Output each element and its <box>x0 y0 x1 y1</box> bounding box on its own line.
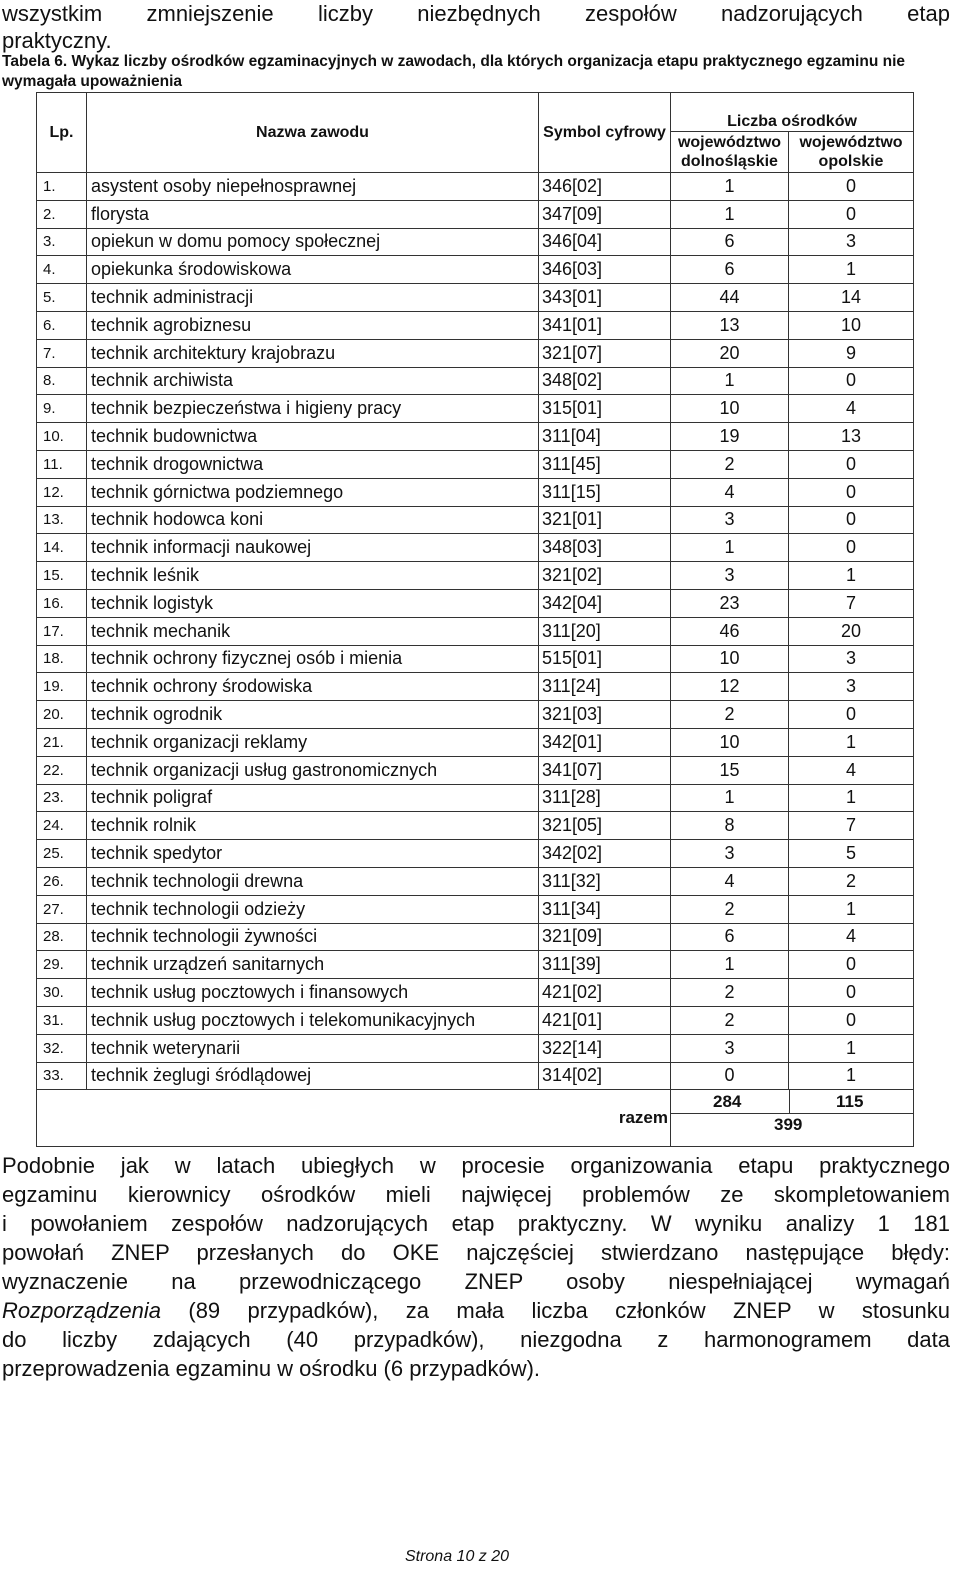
row-lp: 8. <box>37 367 87 395</box>
row-dolnoslaskie: 1 <box>671 200 789 228</box>
row-name: technik ochrony fizycznej osób i mienia <box>87 645 539 673</box>
row-name: technik spedytor <box>87 840 539 868</box>
row-dolnoslaskie: 1 <box>671 367 789 395</box>
table-row <box>37 951 914 979</box>
row-dolnoslaskie: 6 <box>671 923 789 951</box>
row-dolnoslaskie: 6 <box>671 256 789 284</box>
row-lp: 20. <box>37 701 87 729</box>
row-name: technik górnictwa podziemnego <box>87 478 539 506</box>
row-dolnoslaskie: 20 <box>671 339 789 367</box>
row-name: technik żeglugi śródlądowej <box>87 1062 539 1090</box>
row-symbol: 342[01] <box>539 728 671 756</box>
total-sum: 399 <box>774 1115 803 1135</box>
row-lp: 2. <box>37 200 87 228</box>
paragraph-line <box>2 1296 950 1325</box>
table-body <box>37 173 914 1090</box>
table-caption: Tabela 6. Wykaz liczby ośrodków egzaminacyjnych w zawodach, dla których organizacja etapu praktycznego egzaminu nie wymagała upoważnienia <box>2 53 905 90</box>
row-dolnoslaskie: 2 <box>671 701 789 729</box>
row-symbol: 343[01] <box>539 284 671 312</box>
row-name: technik ochrony środowiska <box>87 673 539 701</box>
row-symbol: 321[07] <box>539 339 671 367</box>
table-row <box>37 728 914 756</box>
row-lp: 22. <box>37 756 87 784</box>
paragraph-line: Podobnie jak w latach ubiegłych w procesie organizowania etapu praktycznego <box>2 1153 950 1178</box>
row-symbol: 311[15] <box>539 478 671 506</box>
table-row <box>37 311 914 339</box>
row-name: technik organizacji reklamy <box>87 728 539 756</box>
italic-term: Rozporządzenia <box>2 1298 161 1323</box>
row-symbol: 311[20] <box>539 617 671 645</box>
row-name: technik ogrodnik <box>87 701 539 729</box>
row-symbol: 311[39] <box>539 951 671 979</box>
row-symbol: 347[09] <box>539 200 671 228</box>
table-row <box>37 589 914 617</box>
row-symbol: 341[01] <box>539 311 671 339</box>
row-symbol: 346[03] <box>539 256 671 284</box>
row-name: technik bezpieczeństwa i higieny pracy <box>87 395 539 423</box>
row-opolskie: 3 <box>789 645 914 673</box>
row-lp: 29. <box>37 951 87 979</box>
table-row <box>37 173 914 201</box>
row-opolskie: 1 <box>789 784 914 812</box>
row-dolnoslaskie: 44 <box>671 284 789 312</box>
paragraph-line-rest: (89 przypadków), za mała liczba członków ZNEP w stosunku <box>160 1298 950 1323</box>
row-opolskie: 0 <box>789 450 914 478</box>
row-lp: 11. <box>37 450 87 478</box>
table-row <box>37 979 914 1007</box>
row-dolnoslaskie: 1 <box>671 784 789 812</box>
row-opolskie: 20 <box>789 617 914 645</box>
row-dolnoslaskie: 13 <box>671 311 789 339</box>
table-row <box>37 784 914 812</box>
row-dolnoslaskie: 12 <box>671 673 789 701</box>
row-lp: 32. <box>37 1034 87 1062</box>
row-dolnoslaskie: 3 <box>671 562 789 590</box>
row-opolskie: 1 <box>789 562 914 590</box>
row-opolskie: 13 <box>789 423 914 451</box>
row-symbol: 322[14] <box>539 1034 671 1062</box>
row-name: technik organizacji usług gastronomicznych <box>87 756 539 784</box>
row-dolnoslaskie: 1 <box>671 173 789 201</box>
table-row <box>37 423 914 451</box>
total-label: razem <box>618 1108 668 1128</box>
paragraph-line: do liczby zdających (40 przypadków), niezgodna z harmonogramem data <box>2 1327 950 1352</box>
paragraph-line: wyznaczenie na przewodniczącego ZNEP osoby niespełniającej wymagań <box>2 1269 950 1294</box>
row-opolskie: 0 <box>789 534 914 562</box>
row-lp: 1. <box>37 173 87 201</box>
header-centers-count: Liczba ośrodków <box>671 93 914 132</box>
row-dolnoslaskie: 2 <box>671 895 789 923</box>
paragraph-line: powołań ZNEP przesłanych do OKE najczęściej stwierdzano następujące błędy: <box>2 1240 950 1265</box>
row-dolnoslaskie: 8 <box>671 812 789 840</box>
table-row <box>37 673 914 701</box>
table-row <box>37 339 914 367</box>
row-symbol: 342[04] <box>539 589 671 617</box>
row-opolskie: 0 <box>789 951 914 979</box>
row-symbol: 321[02] <box>539 562 671 590</box>
row-lp: 28. <box>37 923 87 951</box>
row-name: technik usług pocztowych i telekomunikacyjnych <box>87 1006 539 1034</box>
row-symbol: 315[01] <box>539 395 671 423</box>
row-dolnoslaskie: 2 <box>671 1006 789 1034</box>
page-footer: Strona 10 z 20 <box>404 1548 510 1565</box>
row-opolskie: 4 <box>789 923 914 951</box>
row-name: technik technologii odzieży <box>87 895 539 923</box>
table-row <box>37 923 914 951</box>
row-symbol: 346[04] <box>539 228 671 256</box>
row-symbol: 342[02] <box>539 840 671 868</box>
row-symbol: 314[02] <box>539 1062 671 1090</box>
row-dolnoslaskie: 10 <box>671 395 789 423</box>
row-opolskie: 14 <box>789 284 914 312</box>
row-opolskie: 5 <box>789 840 914 868</box>
row-symbol: 346[02] <box>539 173 671 201</box>
row-lp: 25. <box>37 840 87 868</box>
row-name: technik rolnik <box>87 812 539 840</box>
row-symbol: 515[01] <box>539 645 671 673</box>
row-name: technik hodowca koni <box>87 506 539 534</box>
row-name: technik logistyk <box>87 589 539 617</box>
table-row <box>37 228 914 256</box>
row-dolnoslaskie: 3 <box>671 840 789 868</box>
row-lp: 10. <box>37 423 87 451</box>
row-symbol: 311[04] <box>539 423 671 451</box>
row-lp: 6. <box>37 311 87 339</box>
row-symbol: 348[02] <box>539 367 671 395</box>
intro-text-line-2: praktyczny. <box>2 28 112 53</box>
row-name: technik usług pocztowych i finansowych <box>87 979 539 1007</box>
table-row <box>37 478 914 506</box>
row-lp: 14. <box>37 534 87 562</box>
row-symbol: 311[24] <box>539 673 671 701</box>
row-symbol: 348[03] <box>539 534 671 562</box>
total-row <box>37 1090 914 1147</box>
row-lp: 33. <box>37 1062 87 1090</box>
row-lp: 17. <box>37 617 87 645</box>
row-name: technik leśnik <box>87 562 539 590</box>
row-name: asystent osoby niepełnosprawnej <box>87 173 539 201</box>
row-name: technik weterynarii <box>87 1034 539 1062</box>
row-opolskie: 0 <box>789 1006 914 1034</box>
row-dolnoslaskie: 23 <box>671 589 789 617</box>
centers-table <box>36 92 914 1147</box>
row-name: technik architektury krajobrazu <box>87 339 539 367</box>
table-row <box>37 367 914 395</box>
row-name: technik administracji <box>87 284 539 312</box>
row-lp: 30. <box>37 979 87 1007</box>
row-lp: 21. <box>37 728 87 756</box>
row-lp: 13. <box>37 506 87 534</box>
table-row <box>37 284 914 312</box>
row-dolnoslaskie: 4 <box>671 867 789 895</box>
row-dolnoslaskie: 1 <box>671 951 789 979</box>
row-lp: 24. <box>37 812 87 840</box>
row-symbol: 311[32] <box>539 867 671 895</box>
table-row <box>37 701 914 729</box>
row-symbol: 421[01] <box>539 1006 671 1034</box>
row-symbol: 321[03] <box>539 701 671 729</box>
header-name: Nazwa zawodu <box>87 93 539 173</box>
row-opolskie: 4 <box>789 756 914 784</box>
row-dolnoslaskie: 3 <box>671 506 789 534</box>
row-opolskie: 0 <box>789 979 914 1007</box>
header-opolskie: województwo opolskie <box>789 132 914 173</box>
row-opolskie: 0 <box>789 701 914 729</box>
table-row <box>37 645 914 673</box>
row-dolnoslaskie: 3 <box>671 1034 789 1062</box>
row-name: technik technologii żywności <box>87 923 539 951</box>
table-row <box>37 1034 914 1062</box>
row-opolskie: 1 <box>789 1062 914 1090</box>
table-row <box>37 895 914 923</box>
row-dolnoslaskie: 2 <box>671 979 789 1007</box>
row-name: technik drogownictwa <box>87 450 539 478</box>
row-opolskie: 9 <box>789 339 914 367</box>
table-row <box>37 1062 914 1090</box>
row-lp: 12. <box>37 478 87 506</box>
row-lp: 9. <box>37 395 87 423</box>
row-opolskie: 1 <box>789 728 914 756</box>
row-dolnoslaskie: 10 <box>671 728 789 756</box>
row-name: opiekunka środowiskowa <box>87 256 539 284</box>
row-opolskie: 3 <box>789 673 914 701</box>
row-name: technik technologii drewna <box>87 867 539 895</box>
row-lp: 19. <box>37 673 87 701</box>
row-name: technik budownictwa <box>87 423 539 451</box>
row-dolnoslaskie: 1 <box>671 534 789 562</box>
row-symbol: 311[34] <box>539 895 671 923</box>
header-symbol: Symbol cyfrowy <box>539 93 671 173</box>
row-symbol: 321[09] <box>539 923 671 951</box>
total-separator <box>671 1113 913 1114</box>
row-lp: 3. <box>37 228 87 256</box>
row-dolnoslaskie: 6 <box>671 228 789 256</box>
table-row <box>37 506 914 534</box>
row-opolskie: 4 <box>789 395 914 423</box>
intro-text-line-1: wszystkim zmniejszenie liczby niezbędnych zespołów nadzorujących etap <box>2 1 950 26</box>
row-opolskie: 1 <box>789 256 914 284</box>
table-row <box>37 867 914 895</box>
row-dolnoslaskie: 19 <box>671 423 789 451</box>
table-row <box>37 562 914 590</box>
row-lp: 31. <box>37 1006 87 1034</box>
row-lp: 4. <box>37 256 87 284</box>
row-opolskie: 0 <box>789 173 914 201</box>
row-dolnoslaskie: 4 <box>671 478 789 506</box>
row-opolskie: 0 <box>789 367 914 395</box>
table-row <box>37 756 914 784</box>
table-row <box>37 450 914 478</box>
row-symbol: 311[28] <box>539 784 671 812</box>
row-opolskie: 7 <box>789 812 914 840</box>
table-row <box>37 395 914 423</box>
total-opolskie: 115 <box>836 1092 864 1112</box>
table-row <box>37 200 914 228</box>
row-lp: 15. <box>37 562 87 590</box>
row-dolnoslaskie: 15 <box>671 756 789 784</box>
table-row <box>37 617 914 645</box>
row-lp: 5. <box>37 284 87 312</box>
row-name: technik mechanik <box>87 617 539 645</box>
row-opolskie: 0 <box>789 506 914 534</box>
row-symbol: 421[02] <box>539 979 671 1007</box>
row-opolskie: 3 <box>789 228 914 256</box>
total-cell <box>671 1090 914 1147</box>
row-dolnoslaskie: 10 <box>671 645 789 673</box>
row-lp: 18. <box>37 645 87 673</box>
table-row <box>37 1006 914 1034</box>
row-opolskie: 2 <box>789 867 914 895</box>
row-name: opiekun w domu pomocy społecznej <box>87 228 539 256</box>
paragraph-line: przeprowadzenia egzaminu w ośrodku (6 przypadków). <box>2 1356 541 1381</box>
total-divider <box>789 1090 790 1113</box>
row-lp: 26. <box>37 867 87 895</box>
row-symbol: 321[01] <box>539 506 671 534</box>
row-symbol: 321[05] <box>539 812 671 840</box>
row-name: technik urządzeń sanitarnych <box>87 951 539 979</box>
row-dolnoslaskie: 46 <box>671 617 789 645</box>
table-row <box>37 840 914 868</box>
row-lp: 16. <box>37 589 87 617</box>
row-name: florysta <box>87 200 539 228</box>
body-paragraph <box>2 1151 950 1383</box>
row-name: technik archiwista <box>87 367 539 395</box>
row-opolskie: 0 <box>789 200 914 228</box>
table-row <box>37 534 914 562</box>
table-row <box>37 256 914 284</box>
row-opolskie: 1 <box>789 895 914 923</box>
header-lp: Lp. <box>37 93 87 173</box>
row-lp: 23. <box>37 784 87 812</box>
row-opolskie: 1 <box>789 1034 914 1062</box>
row-name: technik informacji naukowej <box>87 534 539 562</box>
header-dolnoslaskie: województwo dolnośląskie <box>671 132 789 173</box>
row-opolskie: 10 <box>789 311 914 339</box>
row-lp: 7. <box>37 339 87 367</box>
row-dolnoslaskie: 2 <box>671 450 789 478</box>
row-opolskie: 7 <box>789 589 914 617</box>
row-dolnoslaskie: 0 <box>671 1062 789 1090</box>
row-name: technik agrobiznesu <box>87 311 539 339</box>
row-symbol: 311[45] <box>539 450 671 478</box>
row-symbol: 341[07] <box>539 756 671 784</box>
row-lp: 27. <box>37 895 87 923</box>
row-opolskie: 0 <box>789 478 914 506</box>
paragraph-line: i powołaniem zespołów nadzorujących etap praktyczny. W wyniku analizy 1 181 <box>2 1211 950 1236</box>
row-name: technik poligraf <box>87 784 539 812</box>
paragraph-line: egzaminu kierownicy ośrodków mieli najwięcej problemów ze skompletowaniem <box>2 1182 950 1207</box>
total-dolnoslaskie: 284 <box>713 1092 742 1112</box>
table-row <box>37 812 914 840</box>
